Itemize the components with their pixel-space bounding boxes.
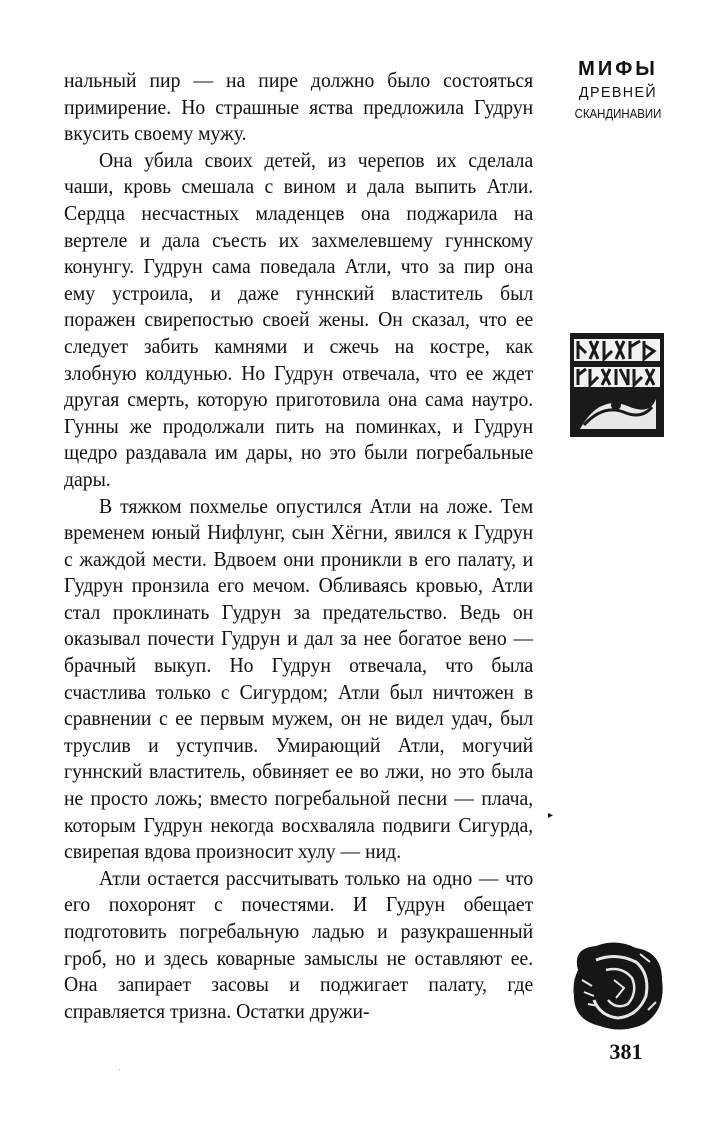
speck-icon: · bbox=[118, 1066, 121, 1075]
header-subtitle: ДРЕВНЕЙ bbox=[578, 84, 658, 101]
seal-ornament-icon bbox=[566, 940, 668, 1032]
margin-mark-icon: ▸ bbox=[548, 810, 554, 821]
header-subtitle-2: СКАНДИНАВИИ bbox=[574, 106, 662, 121]
header-title: МИФЫ bbox=[578, 58, 658, 80]
running-header bbox=[568, 56, 668, 124]
paragraph-1: нальный пир — на пире должно было состояться примирение. Но страшные яства предложила Гудрун вкусить своему мужу. bbox=[64, 68, 534, 146]
main-text bbox=[64, 67, 533, 1024]
rune-carving-icon bbox=[570, 333, 664, 437]
paragraph-3: В тяжком похмелье опустился Атли на ложе. Тем временем юный Нифлунг, сын Хёгни, явился к Гудрун с жаждой мести. Вдвоем они проникли в его палату, и Гудрун пронзила его мечом. Обливаясь кровью, Атли стал проклинать Гудрун за предательство. Ведь он оказывал почести Гудрун и дал за нее богатое вено — брачный выкуп. Но Гудрун отвечала, что была счастлива только с Сигурдом; Атли был ничтожен в сравнении с ее первым мужем, он не видел удач, был труслив и уступчив. Умирающий Атли, могучий гуннский властитель, обвиняет ее во лжи, но это была не просто ложь; вместо погребальной песни — плача, которым Гудрун некогда восхваляла подвиги Сигурда, свирепая вдова произносит хулу — нид. bbox=[64, 493, 534, 864]
paragraph-2: Она убила своих детей, из черепов их сделала чаши, кровь смешала с вином и дала выпить Атли. Сердца несчастных младенцев она поджарила на вертеле и дала съесть их захмелевшему гуннскому конунгу. Гудрун сама поведала Атли, что за пир она ему устроила, и даже гуннский властитель был поражен свирепостью своей жены. Он сказал, что ее следует забить камнями и сжечь на костре, как злобную колдунью. Но Гудрун отвечала, что ее ждет другая смерть, которую приготовила она сама наутро. Гунны же продолжали пить на поминках, и Гудрун щедро раздавала им дары, но это были погребальные дары. bbox=[64, 147, 534, 491]
page-number: 381 bbox=[609, 1039, 643, 1064]
paragraph-4: Атли остается рассчитывать только на одно — что его похоронят с почестями. И Гудрун обещает подготовить погребальную ладью и разукрашенный гроб, но и здесь коварные замыслы не оставляют ее. Она запирает засовы и поджигает палату, где справляется тризна. Остатки дружи- bbox=[64, 865, 534, 1023]
